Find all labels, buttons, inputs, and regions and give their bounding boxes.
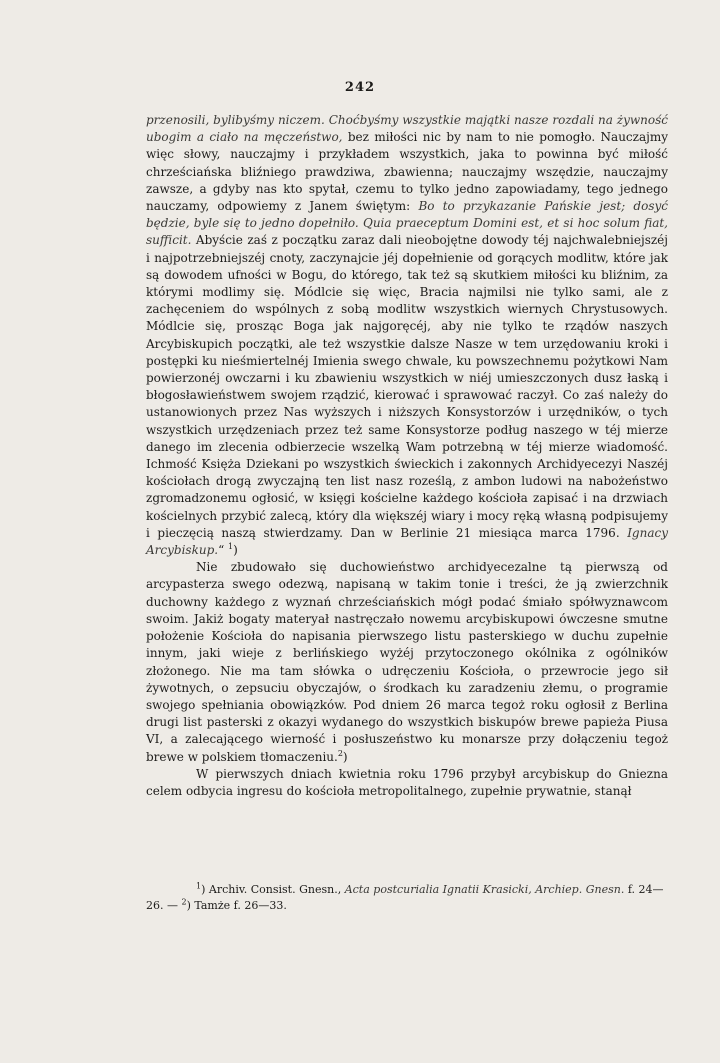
footnote-text: f. 24—26. — <box>146 883 664 912</box>
footnote-italic-title: Acta postcurialia Ignatii Krasicki, Archiep. Gnesn. <box>344 883 625 896</box>
page-number: 242 <box>344 80 376 95</box>
footnote-number: 1 <box>196 881 202 891</box>
footnote-reference-paren: ) <box>233 543 238 558</box>
footnote-text: Tamże f. 26—33. <box>190 899 287 912</box>
italic-quote: Bo to przykazanie Pańskie jest; dosyć będzie, byle się to jedno dopełniło. Quia praeceptum Domini est, et si hoc solum fiat, sufficit. <box>146 199 668 248</box>
text-run: bez miłości nic by nam to nie pomogło. Nauczajmy więc słowy, nauczajmy i przykładem wszystkich, jaka to powinna być miłość chrześciańska bliźniego prawdziwa, zbawienna; nauczajmy wszędzie, nauczajmy zawsze, a gdyby nas kto spytał, czemu to tylko jedno zapowiadamy, tego jednego nauczamy, odpowiemy z Janem świętym: <box>146 130 668 214</box>
text-run: W pierwszych dniach kwietnia roku 1796 przybył arcybiskup do Gniezna celem odbycia ingresu do kościoła metropolitalnego, zupełnie prywatnie, stanął <box>146 766 668 798</box>
footnote-reference: 1 <box>228 542 234 552</box>
text-run: Nie zbudowało się duchowieństwo archidyecezalne tą pierwszą od arcypasterza swego odezwą, napisaną w takim tonie i treści, że ją zwierzchnik duchowny każdego z wyznań chrześciańskich mógł podać śmiało spółwyznawcom swoim. Jakiż bogaty materyał nastręczało nowemu arcybiskupowi ówczesne smutne położenie Kościoła do napisania pierwszego listu pasterskiego w duchu zupełnie innym, jaki wieje z berlińskiego wyżéj przytoczonego okólnika z ogólników złożonego. Nie ma tam słówka o udręczeniu Kościoła, o przewrocie jego sił żywotnych, o zepsuciu obyczajów, o środkach ku zaradzeniu złemu, o programie swojego spełniania obowiązków. Pod dniem 26 marca tegoż roku ogłosił z Berlina drugi list pasterski z okazyi wydanego do wszystkich biskupów brewe papieża Piusa VI, a zalecającego wierność i posłuszeństwo ku monarsze przy dołączeniu tegoż brewe w polskiem tłomaczeniu. <box>146 560 668 764</box>
footnote-1 <box>146 882 668 914</box>
closing-quote: “ <box>218 543 225 558</box>
paragraph-2 <box>146 559 668 765</box>
body-text <box>146 112 668 800</box>
footnotes <box>146 882 668 914</box>
italic-quote: przenosili, bylibyśmy niczem. Choćbyśmy wszystkie majątki nasze rozdali na żywność ubogim a ciało na męczeństwo, <box>146 113 668 145</box>
footnote-text: Archiv. Consist. Gnesn., <box>205 883 345 896</box>
paragraph-3 <box>146 766 668 800</box>
footnote-number-paren: ) <box>201 883 206 896</box>
paragraph-1 <box>146 112 668 559</box>
text-run: Abyście zaś z początku zaraz dali nieobojętne dowody téj najchwalebniejszéj i najpotrzebniejszéj cnoty, zaczynajcie jéj dopełnienie od gorących modlitw, które jak są dowodem ufności w Bogu, do którego, tak też są skutkiem miłości ku bliźnim, za którymi modlimy się. Módlcie się więc, Bracia najmilsi nie tylko sami, ale z zachęceniem do wspólnych z sobą modlitw wszystkich wiernych Chrystusowych. Módlcie się, prosząc Boga jak najgoręcéj, aby nie tylko te rządów naszych Arcybiskupich początki, ale też wszystkie dalsze Nasze w tem urzędowaniu kroki i postępki ku nieśmiertelnéj Imienia swego chwale, ku powszechnemu pożytkowi Nam powierzonéj owczarni i ku zbawieniu wszystkich w niéj umieszczonych dusz łaską i błogosławieństwem swojem rządzić, kierować i sprawować raczył. Co zaś należy do ustanowionych przez Nas wyższych i niższych Konsystorzów i urzędników, o tych wszystkich urzędzeniach przez też same Konsystorze podług naszego w téj mierze danego im zlecenia odbierzecie wszelką Wam potrzebną w téj mierze wiadomość. Ichmość Księża Dziekani po wszystkich świeckich i zakonnych Archidyecezyi Naszéj kościołach drogą zwyczajną ten list nasz roześlą, z ambon ludowi na nabożeństwo zgromadzonemu ogłosić, w księgi kościelne każdego kościoła zapisać i na drzwiach kościelnych przybić zalecą, który dla większéj wiary i mocy ręką własną podpisujemy i pieczęcią naszą stwierdzamy. Dan w Berlinie 21 miesiąca marca 1796. <box>146 233 668 540</box>
footnote-number-paren: ) <box>186 899 191 912</box>
footnote-reference: 2 <box>337 748 343 758</box>
footnote-number: 2 <box>181 897 187 907</box>
footnote-reference-paren: ) <box>342 749 348 764</box>
signature-line: Ignacy Arcybiskup. <box>146 525 668 558</box>
